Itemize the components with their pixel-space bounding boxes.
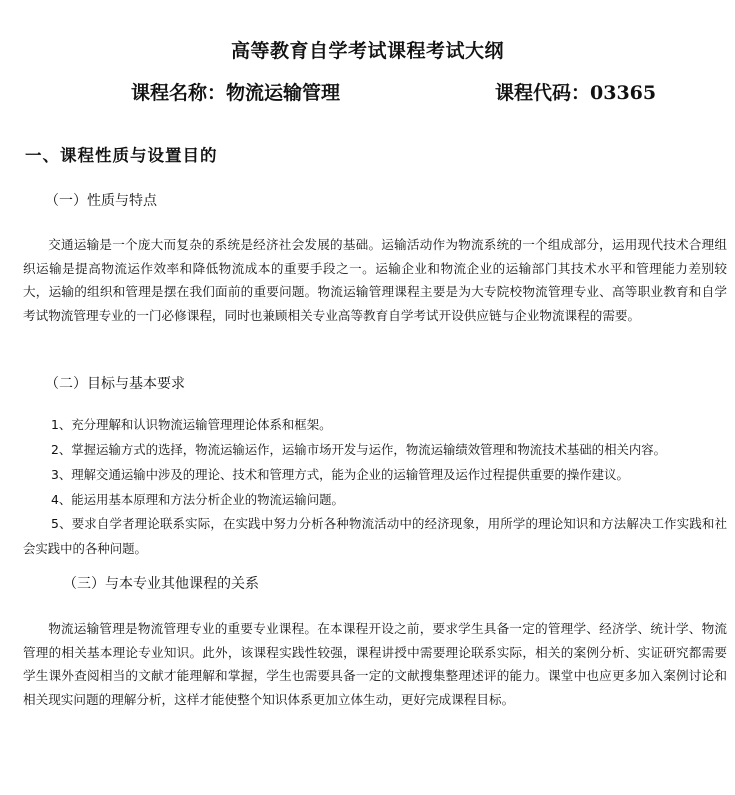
subsection-heading-goals: （二）目标与基本要求 bbox=[45, 376, 185, 392]
section-heading: 一、课程性质与设置目的 bbox=[25, 146, 218, 165]
course-code: 课程代码：03365 bbox=[495, 82, 657, 104]
subsection-heading-nature: （一）性质与特点 bbox=[45, 193, 157, 209]
document-title: 高等教育自学考试课程考试大纲 bbox=[230, 40, 504, 62]
paragraph-relations: 物流运输管理是物流管理专业的重要专业课程。在本课程开设之前，要求学生具备一定的管理学、经济学、统计学、物流管理的相关基本理论专业知识。此外，该课程实践性较强，课程讲授中需要理论联系实际，相关的案例分析、实证研究都需要学生课外查阅相当的文献才能理解和掌握，学生也需要具备一定的文献搜集整理述评的能力。课堂中也应更多加入案例讨论和相关现实问题的理解分析，这样才能使整个知识体系更加立体生动，更好完成课程目标。 bbox=[23, 621, 727, 707]
subsection-heading-relations: （三）与本专业其他课程的关系 bbox=[63, 576, 259, 592]
list-item: 1、充分理解和认识物流运输管理理论体系和框架。 bbox=[51, 417, 332, 432]
paragraph-nature: 交通运输是一个庞大而复杂的系统是经济社会发展的基础。运输活动作为物流系统的一个组成部分，运用现代技术合理组织运输是提高物流运作效率和降低物流成本的重要手段之一。运输企业和物流企业的运输部门其技术水平和管理能力差别较大，运输的组织和管理是摆在我们面前的重要问题。物流运输管理课程主要是为大专院校物流管理专业、高等职业教育和自学考试物流管理专业的一门必修课程，同时也兼顾相关专业高等教育自学考试开设供应链与企业物流课程的需要。 bbox=[23, 237, 727, 323]
list-item: 2、掌握运输方式的选择，物流运输运作，运输市场开发与运作，物流运输绩效管理和物流技术基础的相关内容。 bbox=[51, 442, 667, 457]
list-item: 3、理解交通运输中涉及的理论、技术和管理方式，能为企业的运输管理及运作过程提供重要的操作建议。 bbox=[51, 467, 629, 482]
course-name: 课程名称：物流运输管理 bbox=[131, 82, 341, 104]
list-item: 5、要求自学者理论联系实际，在实践中努力分析各种物流活动中的经济现象，用所学的理论知识和方法解决工作实践和社会实践中的各种问题。 bbox=[23, 516, 727, 556]
list-item: 4、能运用基本原理和方法分析企业的物流运输问题。 bbox=[51, 492, 344, 507]
